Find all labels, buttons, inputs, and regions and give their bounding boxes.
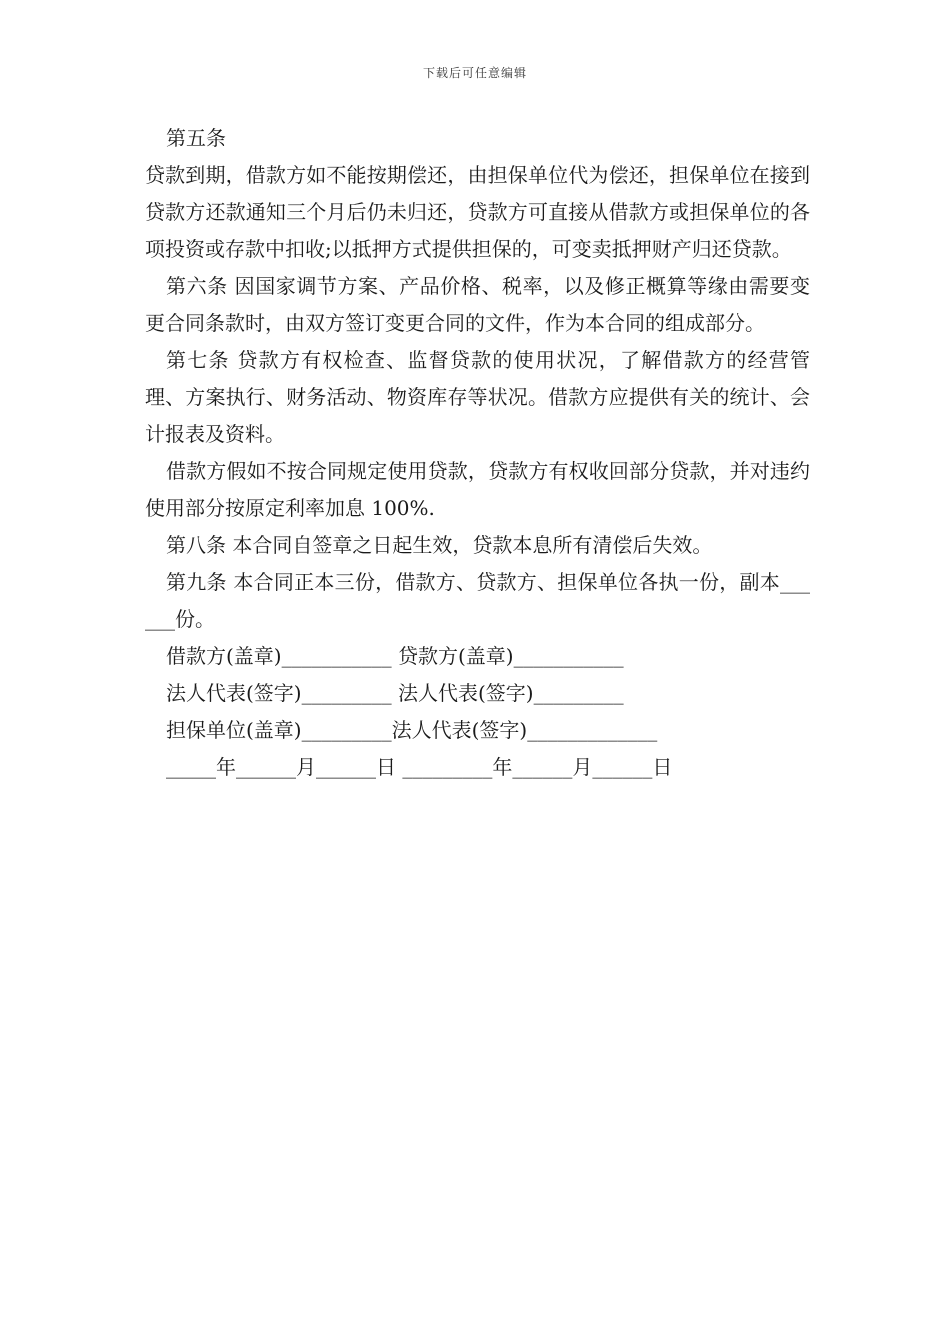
article-5-body: 贷款到期，借款方如不能按期偿还，由担保单位代为偿还，担保单位在接到贷款方还款通知三个月后仍未归还，贷款方可直接从借款方或担保单位的各项投资或存款中扣收;以抵押方式提供担保的，可变卖抵押财产归还贷款。 bbox=[145, 163, 810, 261]
signature-line-dates: _____年______月______日 _________年______月______日 bbox=[166, 755, 673, 779]
article-7: 第七条 贷款方有权检查、监督贷款的使用状况，了解借款方的经营管理、方案执行、财务活动、物资库存等状况。借款方应提供有关的统计、会计报表及资料。 bbox=[145, 348, 810, 446]
signature-line-borrower-lender: 借款方(盖章)___________ 贷款方(盖章)___________ bbox=[166, 644, 624, 668]
page-header: 下载后可任意编辑 bbox=[422, 66, 527, 80]
article-5-title: 第五条 bbox=[166, 126, 226, 150]
contract-body bbox=[145, 120, 810, 786]
article-8: 第八条 本合同自签章之日起生效，贷款本息所有清偿后失效。 bbox=[166, 533, 713, 557]
signature-line-guarantor: 担保单位(盖章)_________法人代表(签字)_____________ bbox=[166, 718, 658, 742]
article-6: 第六条 因国家调节方案、产品价格、税率，以及修正概算等缘由需要变更合同条款时，由双方签订变更合同的文件，作为本合同的组成部分。 bbox=[145, 274, 810, 335]
signature-line-legal-reps: 法人代表(签字)_________ 法人代表(签字)_________ bbox=[166, 681, 624, 705]
misuse-clause: 借款方假如不按合同规定使用贷款，贷款方有权收回部分贷款，并对违约使用部分按原定利率加息 100%. bbox=[145, 459, 810, 520]
article-9: 第九条 本合同正本三份，借款方、贷款方、担保单位各执一份，副本______份。 bbox=[145, 570, 810, 631]
